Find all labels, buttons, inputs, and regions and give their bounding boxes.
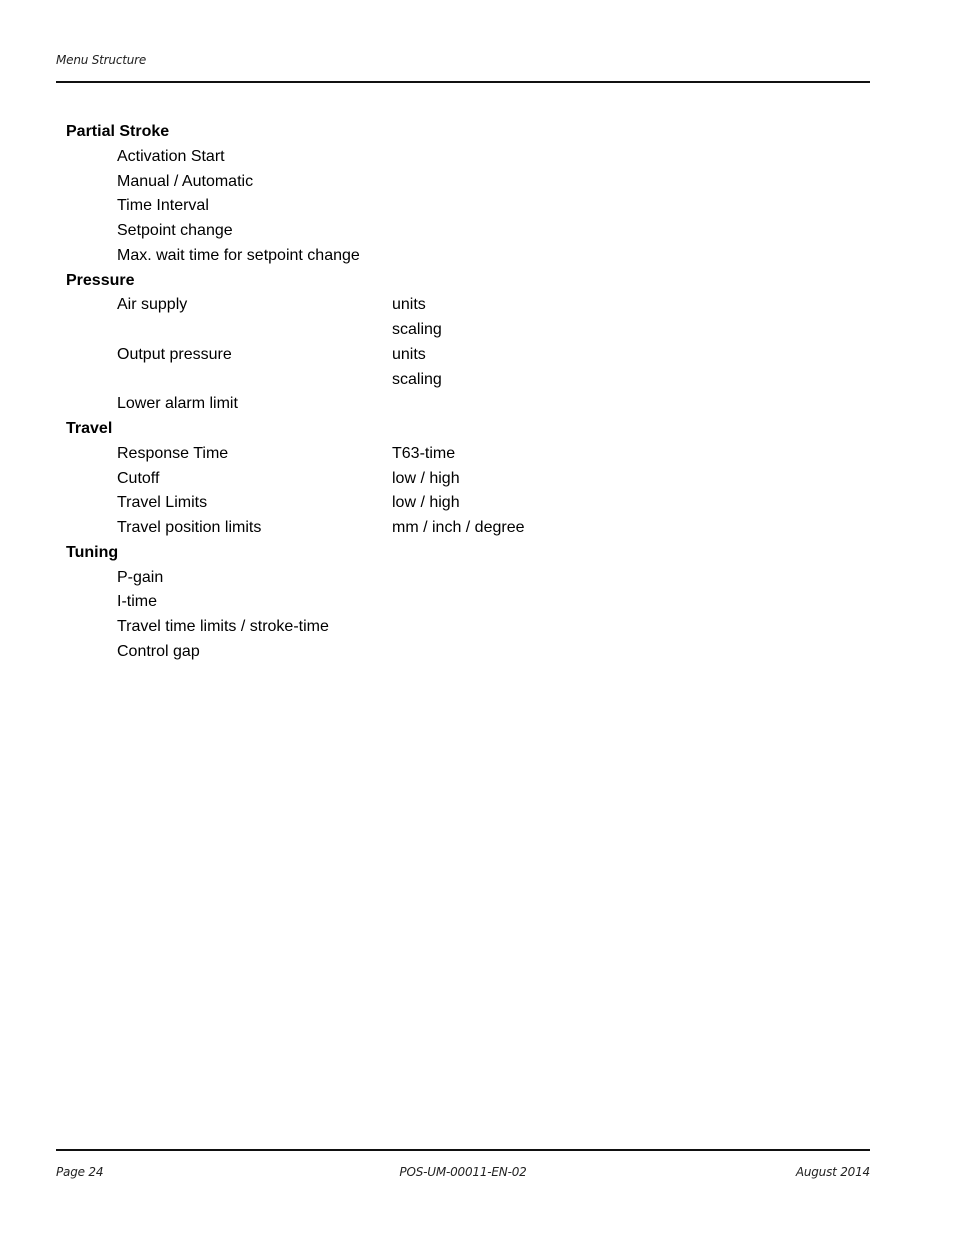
footer-document-id: POS-UM-00011-EN-02 (399, 1165, 527, 1179)
menu-item-row (66, 392, 866, 417)
menu-item-label: Output pressure (117, 345, 232, 363)
section-title: Tuning (66, 543, 119, 561)
menu-item-row (66, 145, 866, 170)
menu-item-label: Manual / Automatic (117, 172, 254, 190)
section-title: Pressure (66, 271, 135, 289)
menu-item-row (66, 491, 866, 516)
section-header-row (66, 417, 866, 442)
menu-item-label: Control gap (117, 642, 200, 660)
menu-item-value: scaling (392, 370, 442, 388)
footer-date: August 2014 (795, 1165, 870, 1179)
menu-item-row (66, 467, 866, 492)
section-header-row (66, 269, 866, 294)
menu-item-label: I-time (117, 593, 157, 611)
menu-item-row (66, 516, 866, 541)
menu-item-label: Time Interval (117, 197, 209, 215)
menu-item-label: Travel Limits (117, 494, 208, 512)
menu-structure-list (66, 120, 866, 665)
menu-item-label: Cutoff (117, 469, 160, 487)
menu-item-label: P-gain (117, 568, 164, 586)
header-divider (56, 81, 870, 83)
menu-item-value: T63-time (392, 444, 456, 462)
menu-item-value: units (392, 296, 426, 314)
menu-item-label: Travel time limits / stroke-time (117, 618, 329, 635)
menu-item-label: Setpoint change (117, 222, 233, 239)
section-header-row (66, 541, 866, 566)
section-title: Travel (66, 420, 113, 437)
footer-divider (56, 1149, 870, 1151)
menu-item-row (66, 368, 866, 393)
menu-item-label: Lower alarm limit (117, 395, 238, 413)
section-header-row (66, 120, 866, 145)
menu-item-row (66, 615, 866, 640)
menu-item-label: Max. wait time for setpoint change (117, 246, 360, 264)
menu-item-value: low / high (392, 494, 460, 512)
menu-item-row (66, 293, 866, 318)
menu-item-row (66, 343, 866, 368)
menu-item-row (66, 219, 866, 244)
menu-item-value: units (392, 345, 426, 363)
menu-item-value: mm / inch / degree (392, 519, 525, 536)
section-title: Partial Stroke (66, 123, 170, 140)
menu-item-row (66, 566, 866, 591)
page-header-title: Menu Structure (56, 53, 147, 67)
menu-item-row (66, 590, 866, 615)
menu-item-row (66, 442, 866, 467)
menu-item-row (66, 318, 866, 343)
menu-item-label: Activation Start (117, 147, 225, 165)
menu-item-row (66, 170, 866, 195)
menu-item-value: scaling (392, 321, 442, 338)
menu-item-label: Air supply (117, 296, 188, 314)
menu-item-label: Travel position limits (117, 519, 262, 536)
footer-page-number: Page 24 (56, 1165, 104, 1179)
menu-item-row (66, 244, 866, 269)
menu-item-label: Response Time (117, 444, 229, 462)
menu-item-value: low / high (392, 469, 460, 487)
menu-item-row (66, 640, 866, 665)
menu-item-row (66, 194, 866, 219)
